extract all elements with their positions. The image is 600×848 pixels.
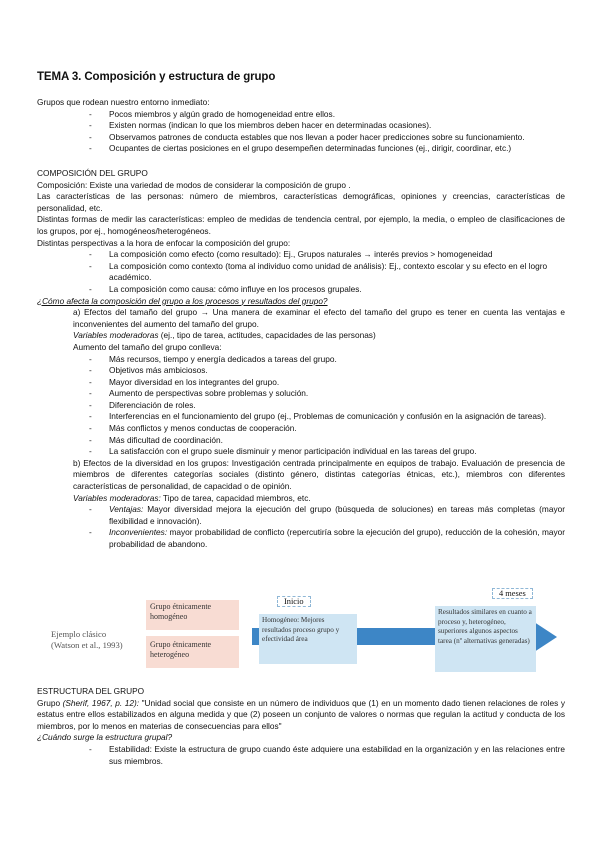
list-item: - Existen normas (indican lo que los miembros deben hacer en determinadas ocasiones). <box>37 120 565 132</box>
meses-label: 4 meses <box>492 588 533 599</box>
inicio-label: Inicio <box>277 596 311 607</box>
question: ¿Cuándo surge la estructura grupal? <box>37 732 173 743</box>
list-item <box>37 504 565 527</box>
aumento-list <box>37 354 565 458</box>
item-text: mayor probabilidad de conflicto (repercutiría sobre la ejecución del grupo), reducción de la cohesión, mayor probabilidad de abandono. <box>109 527 565 549</box>
list-item: - Objetivos más ambiciosos. <box>37 365 565 377</box>
item-label: Ventajas: <box>109 504 144 515</box>
question: ¿Cómo afecta la composición del grupo a los procesos y resultados del grupo? <box>37 295 328 306</box>
aumento-heading: Aumento del tamaño del grupo conlleva: <box>73 341 222 352</box>
intro-heading: Grupos que rodean nuestro entorno inmediato: <box>37 97 210 107</box>
paragraph: Distintas formas de medir las características: empleo de medidas de tendencia central, por ejemplo, la media, o empleo de clasificaciones de los grupos, por ej., homogéneos/heterogéneos. <box>37 214 565 236</box>
watson-diagram <box>37 586 565 674</box>
perspectives-list <box>37 249 565 295</box>
def-text: "Unidad social que consiste en un número de individuos que (1) en un momento dado tienen relaciones de roles y estatus entre ellos estabilizados en alguna medida y que (2) poseen un conjunto de valores o normas que regulan la actitud y conducta de los miembros, por lo menos en materias de consecuencias para ellos" <box>37 697 565 731</box>
inicio-result-box: Homogéneo: Mejores resultados proceso grupo y efectividad área <box>259 614 357 664</box>
estructura-section <box>37 686 565 767</box>
item-text: Mayor diversidad mejora la ejecución del grupo (búsqueda de soluciones) en tareas más completas (mayor flexibilidad e innovación). <box>109 504 565 526</box>
heterogeneous-group-box <box>146 636 239 668</box>
list-item <box>37 527 565 550</box>
list-item: - La composición como contexto (toma al individuo como unidad de análisis): Ej., contexto escolar y su efecto en el logro académico. <box>37 261 565 284</box>
intro-section <box>37 97 565 155</box>
list-item: - Más recursos, tiempo y energía dedicados a tareas del grupo. <box>37 354 565 366</box>
moderators-b <box>37 493 565 505</box>
moderators-label: Variables moderadoras <box>73 330 159 341</box>
list-item: - La composición como efecto (como resultado): Ej., Grupos naturales → interés previos > homogeneidad <box>37 249 565 261</box>
box-line: Grupo étnicamente <box>150 602 212 611</box>
page-title: TEMA 3. Composición y estructura de grupo <box>37 71 276 83</box>
paragraph-b: b) Efectos de la diversidad en los grupos: Investigación centrada principalmente en equipos de trabajo. Evaluación de presencia de miembros de diferentes categorías sociales (distinto género, distintas categorías étnicas, etc.), miembros con diferentes características de personalidad, de capacidad o de opinión. <box>73 457 565 492</box>
meses-result-box: Resultados similares en cuanto a proceso y, heterogéneo, superiores algunos aspectos tarea (nº alternativas generadas) <box>435 606 536 672</box>
list-item: - La composición como causa: cómo influye en los procesos grupales. <box>37 284 565 296</box>
composicion-section <box>37 168 565 551</box>
intro-list <box>37 109 565 155</box>
estructura-list <box>37 744 565 767</box>
list-item: - Pocos miembros y algún grado de homogeneidad entre ellos. <box>37 109 565 121</box>
list-item: - Más dificultad de coordinación. <box>37 435 565 447</box>
example-citation: (Watson et al., 1993) <box>51 640 123 650</box>
box-line: Grupo étnicamente <box>150 640 212 649</box>
diversity-list <box>37 504 565 550</box>
list-item: - Más conflictos y menos conductas de cooperación. <box>37 423 565 435</box>
def-label: Grupo <box>37 697 61 708</box>
def-citation: (Sherif, 1967, p. 12): <box>62 697 140 708</box>
list-item: - Observamos patrones de conducta estables que nos llevan a poder hacer predicciones sobre su funcionamiento. <box>37 132 565 144</box>
paragraph-a: a) Efectos del tamaño del grupo → Una manera de examinar el efecto del tamaño del grupo es tener en cuenta las ventajas e inconvenientes del aumento del tamaño del grupo. <box>73 307 565 329</box>
list-item: - Ocupantes de ciertas posiciones en el grupo desempeñen determinadas funciones (ej., dirigir, coordinar, etc.) <box>37 143 565 155</box>
section-heading: COMPOSICIÓN DEL GRUPO <box>37 168 148 178</box>
moderators-text: (ej., tipo de tarea, actitudes, capacidades de las personas) <box>158 330 376 341</box>
composicion-definition: Composición: Existe una variedad de modos de considerar la composición de grupo . <box>37 179 351 190</box>
example-title: Ejemplo clásico <box>51 629 107 639</box>
box-line: heterogéneo <box>150 650 190 659</box>
moderators-a <box>37 330 565 342</box>
list-item: - Mayor diversidad en los integrantes del grupo. <box>37 377 565 389</box>
moderators-text: Tipo de tarea, capacidad miembros, etc. <box>160 492 311 503</box>
item-label: Inconvenientes: <box>109 527 168 538</box>
moderators-label: Variables moderadoras: <box>73 492 161 503</box>
paragraph: Las características de las personas: número de miembros, características demográficas, opiniones y creencias, características de personalidad, etc. <box>37 191 565 213</box>
box-line: homogéneo <box>150 612 188 621</box>
homogeneous-group-box <box>146 600 239 630</box>
paragraph: Distintas perspectivas a la hora de enfocar la composición del grupo: <box>37 237 291 248</box>
list-item: - Diferenciación de roles. <box>37 400 565 412</box>
list-item: - Interferencias en el funcionamiento del grupo (ej., Problemas de comunicación y confusión en la asignación de tareas). <box>37 411 565 423</box>
list-item: - La satisfacción con el grupo suele disminuir y menor participación individual en las tareas del grupo. <box>37 446 565 458</box>
section-heading: ESTRUCTURA DEL GRUPO <box>37 686 145 696</box>
list-item: - Estabilidad: Existe la estructura de grupo cuando éste adquiere una estabilidad en la organización y en las relaciones entre sus miembros. <box>37 744 565 767</box>
grupo-definition <box>37 698 565 733</box>
example-label <box>51 629 123 651</box>
list-item: - Aumento de perspectivas sobre problemas y solución. <box>37 388 565 400</box>
